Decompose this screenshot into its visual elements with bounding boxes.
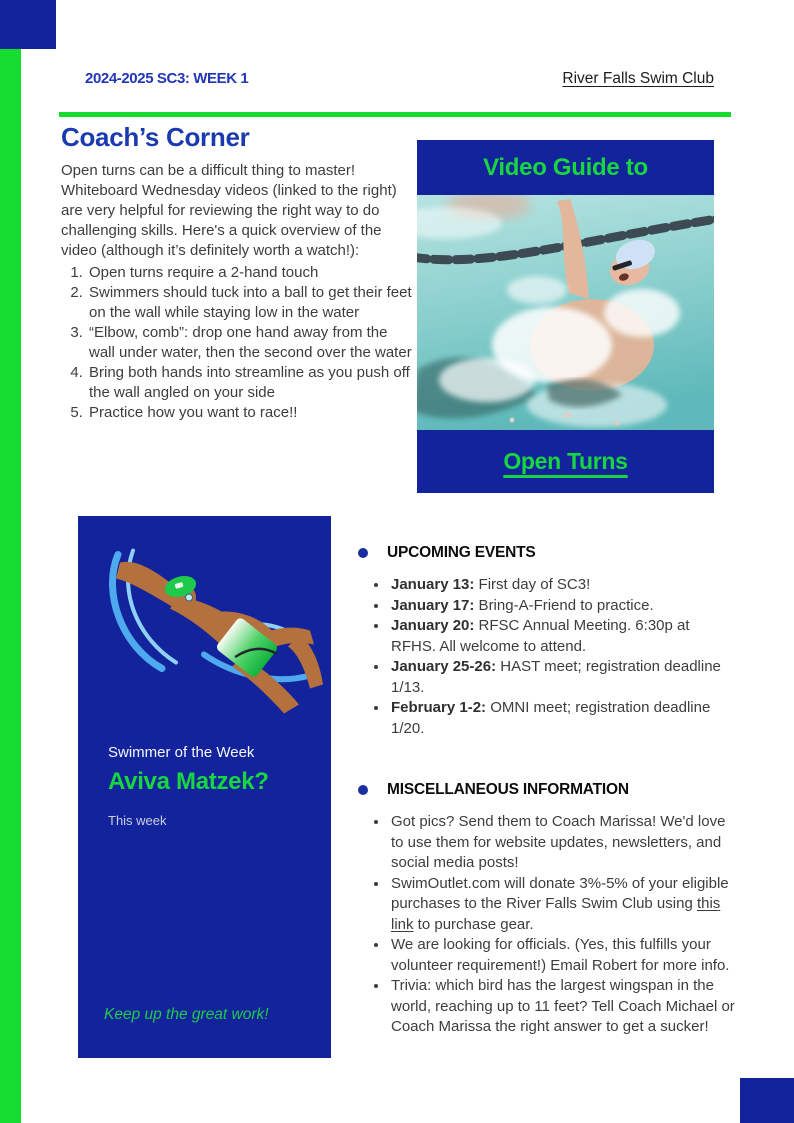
this-link[interactable]: this link <box>391 895 721 933</box>
video-card-footer <box>417 430 714 493</box>
coach-step: 4. Bring both hands into streamline as you push off the wall angled on your side <box>87 363 417 403</box>
coach-step: 5. Practice how you want to race!! <box>87 403 417 423</box>
event-item: • February 1-2: OMNI meet; registration deadline 1/20. <box>389 698 738 739</box>
misc-item: • Got pics? Send them to Coach Marissa! We'd love to use them for website updates, newsletters, and social media posts! <box>389 812 738 874</box>
bullet-dot-icon <box>358 785 368 795</box>
event-item: • January 25-26: HAST meet; registration deadline 1/13. <box>389 657 738 698</box>
video-guide-card <box>417 140 714 493</box>
event-item: • January 17: Bring-A-Friend to practice. <box>389 596 738 617</box>
open-turns-link[interactable]: Open Turns <box>503 448 628 474</box>
video-card-header <box>417 140 714 195</box>
misc-item: • We are looking for officials. (Yes, this fulfills your volunteer requirement!) Email Robert for more info. <box>389 935 738 976</box>
events-list <box>358 575 738 739</box>
coach-corner-title: Coach’s Corner <box>61 122 250 152</box>
misc-list <box>358 812 738 1038</box>
swimmer-card-footer: Keep up the great work! <box>104 1006 269 1023</box>
left-green-strip <box>0 49 21 1123</box>
misc-section <box>358 781 738 1038</box>
coach-step: 3. “Elbow, comb”: drop one hand away from the wall under water, then the second over the water <box>87 323 417 363</box>
misc-heading <box>358 781 738 799</box>
backstroke-swimmer-illustration <box>86 532 323 722</box>
header-divider <box>59 112 731 117</box>
events-title: UPCOMING EVENTS <box>387 544 536 561</box>
issue-label: 2024-2025 SC3: WEEK 1 <box>85 70 249 87</box>
corner-square-top-left <box>0 0 56 49</box>
misc-item: • SwimOutlet.com will donate 3%-5% of your eligible purchases to the River Falls Swim Club using this link to purchase gear. <box>389 874 738 936</box>
misc-item: • Trivia: which bird has the largest wingspan in the world, reaching up to 11 feet? Tell Coach Michael or Coach Marissa the right answer to get a sucker! <box>389 976 738 1038</box>
coach-step: 2. Swimmers should tuck into a ball to get their feet on the wall while staying low in the water <box>87 283 417 323</box>
coach-corner-body <box>61 161 417 423</box>
events-heading <box>358 544 738 562</box>
club-name-link[interactable]: River Falls Swim Club <box>562 70 714 87</box>
coach-intro: Open turns can be a difficult thing to master! Whiteboard Wednesday videos (linked to the right) are very helpful for reviewing the right way to do challenging skills. Here's a quick overview of the video (although it’s definitely worth a watch!): <box>61 162 397 259</box>
swimmer-card-kicker: Swimmer of the Week <box>108 744 255 761</box>
header <box>85 70 714 88</box>
coach-steps-list <box>61 263 417 423</box>
swimmer-of-week-card <box>78 516 331 1058</box>
coach-step: 1. Open turns require a 2-hand touch <box>87 263 417 283</box>
event-item: • January 20: RFSC Annual Meeting. 6:30p at RFHS. All welcome to attend. <box>389 616 738 657</box>
events-section <box>358 544 738 739</box>
misc-title: MISCELLANEOUS INFORMATION <box>387 781 629 798</box>
swimmer-card-name: Aviva Matzek? <box>108 768 269 795</box>
bullet-dot-icon <box>358 548 368 558</box>
corner-square-bottom-right <box>740 1078 794 1123</box>
swimmer-card-subtitle: This week <box>108 813 167 828</box>
video-card-title: Video Guide to <box>483 153 648 181</box>
backstroke-swimmer-pool-photo <box>417 195 714 430</box>
event-item: • January 13: First day of SC3! <box>389 575 738 596</box>
